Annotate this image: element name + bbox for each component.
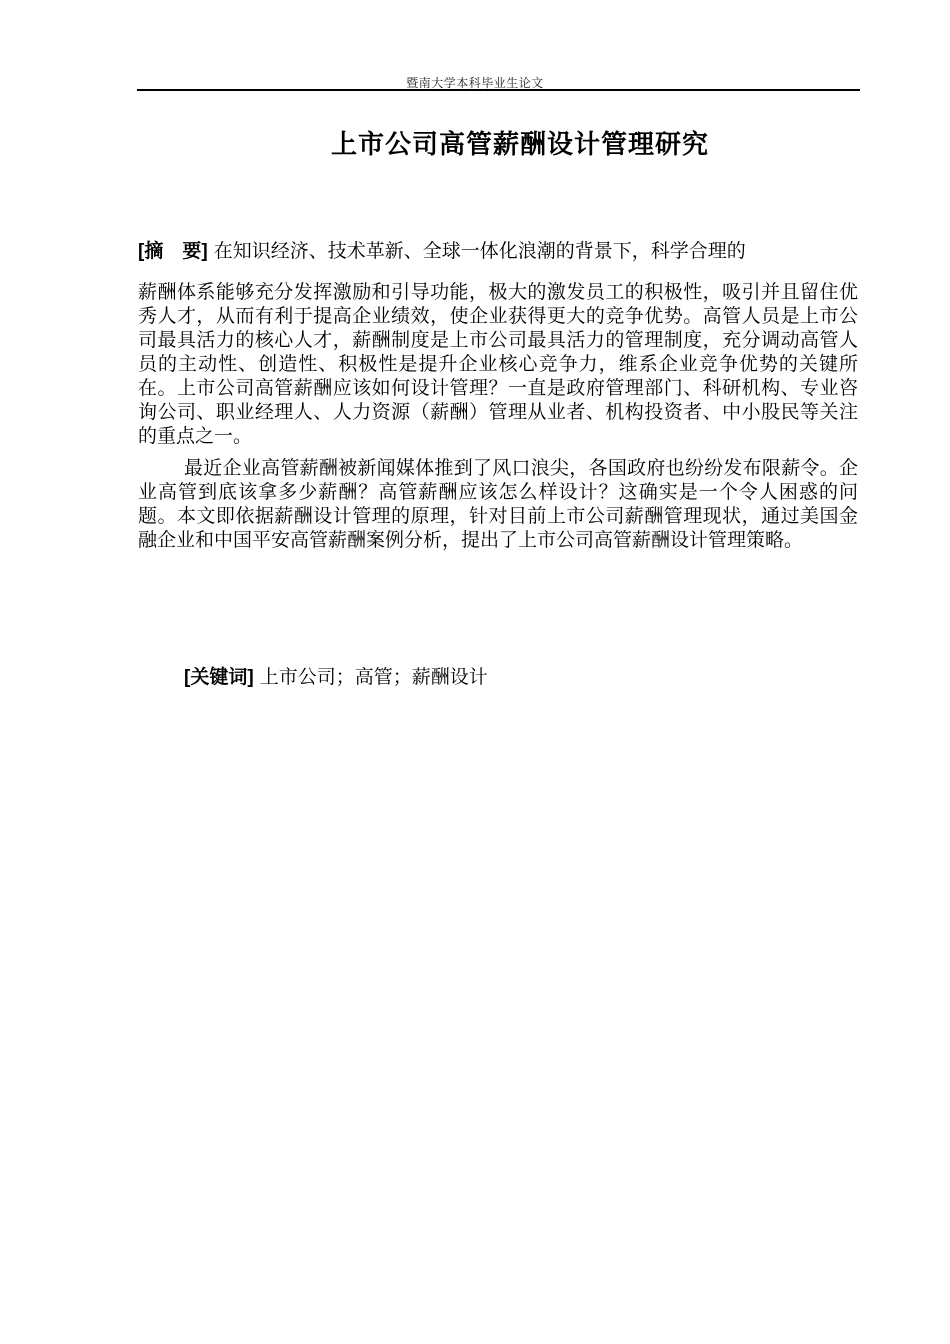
keywords-line: [184, 665, 864, 690]
abstract-body: [138, 280, 858, 560]
header-divider: [137, 89, 860, 91]
abstract-paragraph-2: 最近企业高管薪酬被新闻媒体推到了风口浪尖，各国政府也纷纷发布限薪令。企业高管到底该拿多少薪酬？高管薪酬应该怎么样设计？这确实是一个令人困惑的问题。本文即依据薪酬设计管理的原理，针对目前上市公司薪酬管理现状，通过美国金融企业和中国平安高管薪酬案例分析，提出了上市公司高管薪酬设计管理策略。: [138, 457, 858, 551]
keywords-label: [关键词]: [184, 667, 254, 688]
abstract-first-line-text: 在知识经济、技术革新、全球一体化浪潮的背景下，科学合理的: [213, 240, 746, 262]
abstract-label: [摘 要]: [138, 241, 208, 262]
keywords-text: 上市公司；高管；薪酬设计: [259, 666, 488, 688]
abstract-first-line: [138, 239, 858, 264]
abstract-paragraph-1: 薪酬体系能够充分发挥激励和引导功能，极大的激发员工的积极性，吸引并且留住优秀人才，从而有利于提高企业绩效，使企业获得更大的竞争优势。高管人员是上市公司最具活力的核心人才，薪酬制度是上市公司最具活力的管理制度，充分调动高管人员的主动性、创造性、积极性是提升企业核心竞争力，维系企业竞争优势的关键所在。上市公司高管薪酬应该如何设计管理？一直是政府管理部门、科研机构、专业咨询公司、职业经理人、人力资源（薪酬）管理从业者、机构投资者、中小股民等关注的重点之一。: [138, 281, 858, 447]
paper-title: 上市公司高管薪酬设计管理研究: [330, 130, 709, 160]
running-header: 暨南大学本科毕业生论文: [406, 76, 544, 90]
